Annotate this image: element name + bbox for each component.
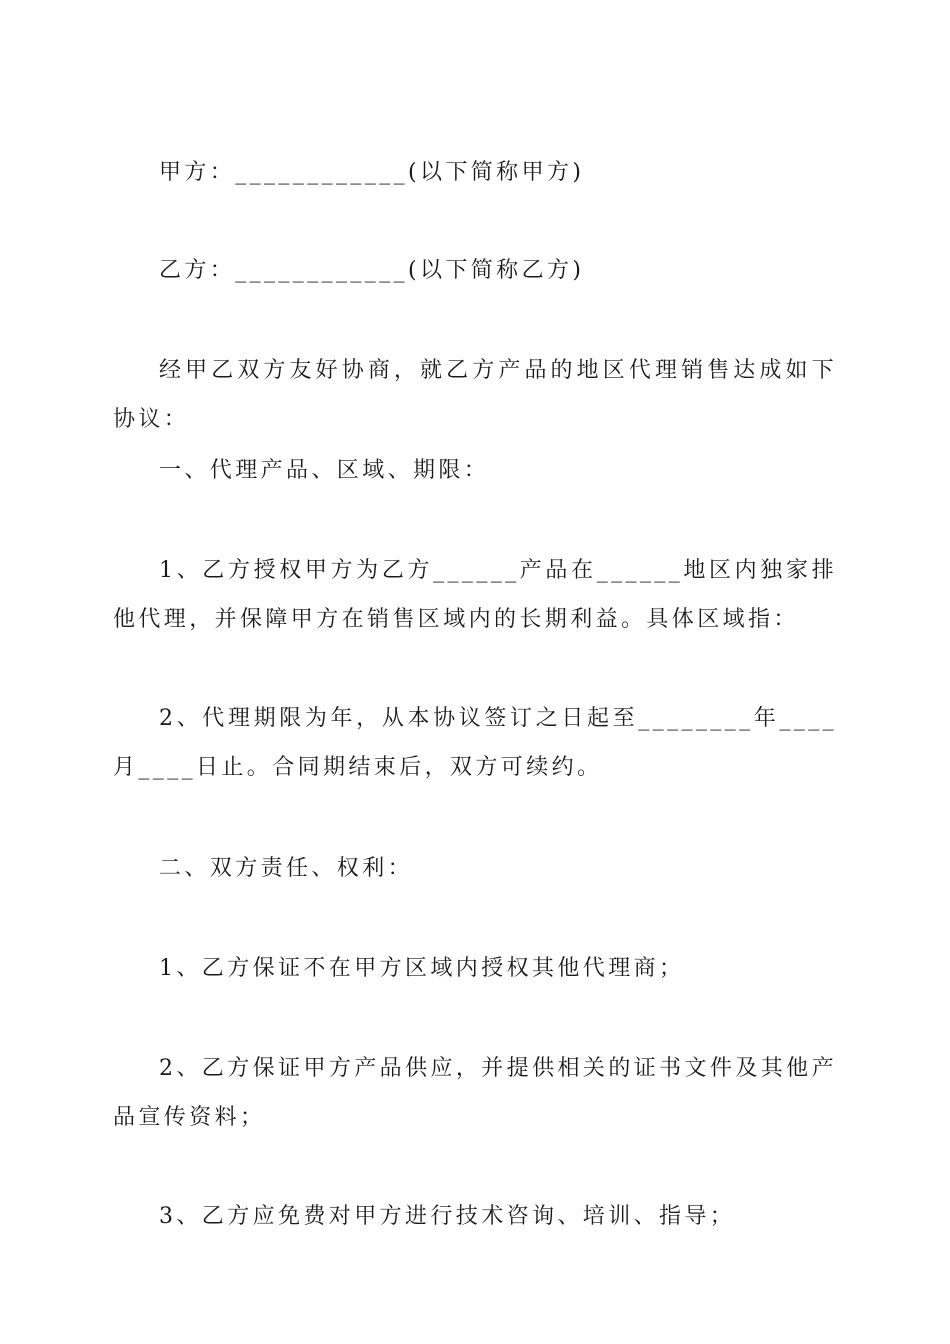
clause-2-2: 2、乙方保证甲方产品供应，并提供相关的证书文件及其他产品宣传资料； (113, 1056, 837, 1130)
clause-1-1: 1、乙方授权甲方为乙方______产品在______地区内独家排他代理，并保障甲方在销售区域内的长期利益。具体区域指： (113, 558, 837, 632)
clause-2-3: 3、乙方应免费对甲方进行技术咨询、培训、指导； (159, 1204, 736, 1229)
section-1-heading: 一、代理产品、区域、期限： (159, 458, 490, 483)
party-a-line: 甲方：____________(以下简称甲方) (159, 160, 585, 185)
party-b-line: 乙方：____________(以下简称乙方) (159, 258, 585, 283)
preamble-paragraph: 经甲乙双方友好协商，就乙方产品的地区代理销售达成如下协议： (113, 358, 837, 432)
clause-2-1: 1、乙方保证不在甲方区域内授权其他代理商； (159, 956, 685, 981)
section-2-heading: 二、双方责任、权利： (159, 856, 414, 881)
clause-1-2: 2、代理期限为年，从本协议签订之日起至________年____月____日止。合同期结束后，双方可续约。 (113, 706, 837, 780)
